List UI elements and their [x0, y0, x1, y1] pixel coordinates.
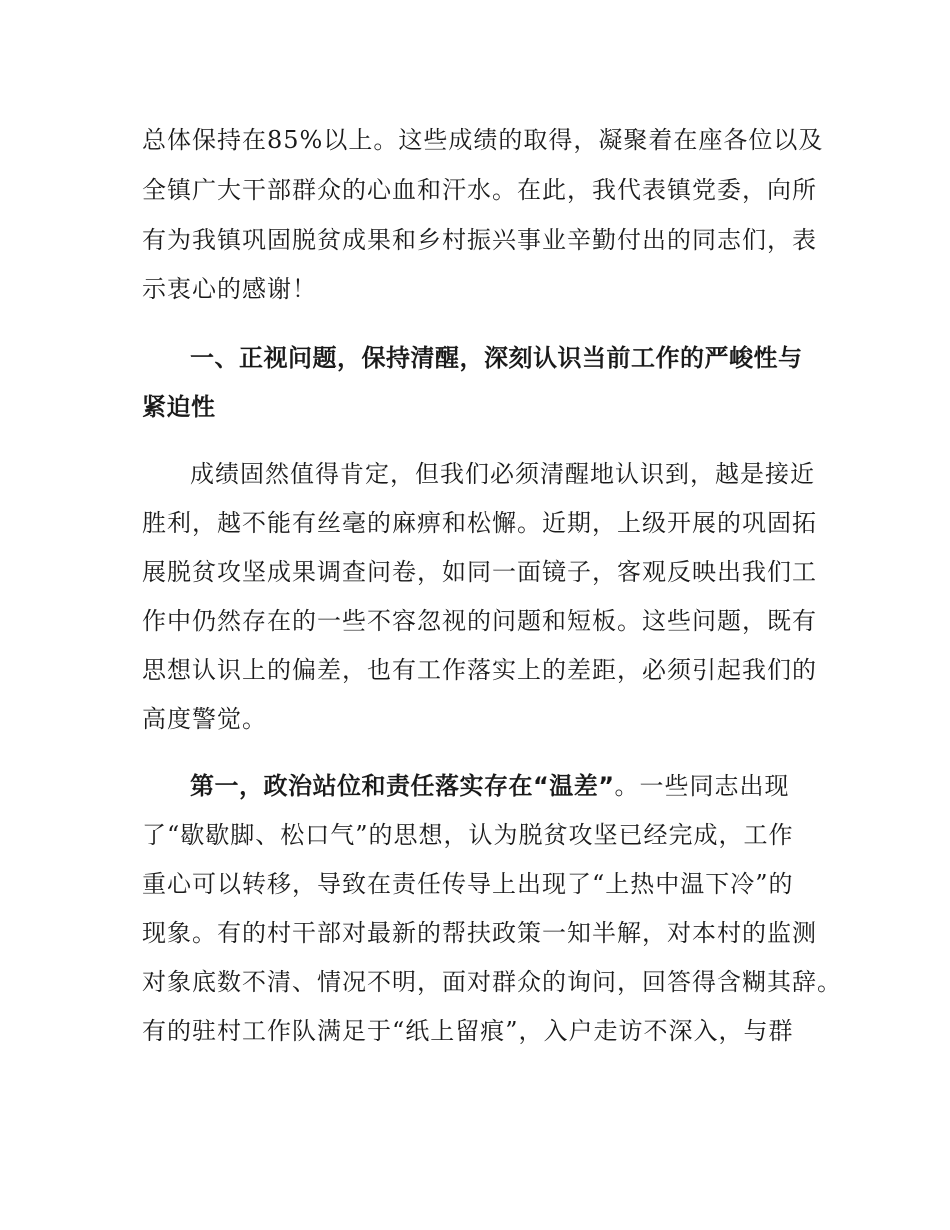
paragraph-line: 有为我镇巩固脱贫成果和乡村振兴事业辛勤付出的同志们，表 — [142, 226, 817, 254]
paragraph-line: 总体保持在85%以上。这些成绩的取得，凝聚着在座各位以及 — [142, 126, 824, 154]
paragraph-line: 重心可以转移，导致在责任传导上出现了“上热中温下冷”的 — [142, 870, 794, 898]
paragraph-line: 胜利，越不能有丝毫的麻痹和松懈。近期，上级开展的巩固拓 — [142, 509, 817, 537]
paragraph-line: 示衷心的感谢！ — [142, 275, 317, 303]
paragraph-line: 了“歇歇脚、松口气”的思想，认为脱贫攻坚已经完成，工作 — [142, 821, 794, 849]
paragraph-line: 现象。有的村干部对最新的帮扶政策一知半解，对本村的监测 — [142, 919, 817, 947]
paragraph-lead-line — [190, 771, 870, 801]
paragraph-line: 有的驻村工作队满足于“纸上留痕”，入户走访不深入，与群 — [142, 1017, 794, 1045]
paragraph-line: 成绩固然值得肯定，但我们必须清醒地认识到，越是接近 — [190, 460, 815, 488]
section-heading-line: 紧迫性 — [142, 393, 216, 421]
paragraph-line: 全镇广大干部群众的心血和汗水。在此，我代表镇党委，向所 — [142, 176, 817, 204]
paragraph-line: 高度警觉。 — [142, 705, 267, 733]
paragraph-line: 作中仍然存在的一些不容忽视的问题和短板。这些问题，既有 — [142, 607, 817, 635]
point-lead-text: 。一些同志出现 — [614, 772, 790, 800]
paragraph-line: 对象底数不清、情况不明，面对群众的询问，回答得含糊其辞。 — [142, 968, 842, 996]
paragraph-line: 思想认识上的偏差，也有工作落实上的差距，必须引起我们的 — [142, 656, 817, 684]
point-heading: 第一，政治站位和责任落实存在“温差” — [190, 772, 615, 800]
section-heading-line: 一、正视问题，保持清醒，深刻认识当前工作的严峻性与 — [190, 344, 803, 372]
paragraph-line: 展脱贫攻坚成果调查问卷，如同一面镜子，客观反映出我们工 — [142, 558, 817, 586]
